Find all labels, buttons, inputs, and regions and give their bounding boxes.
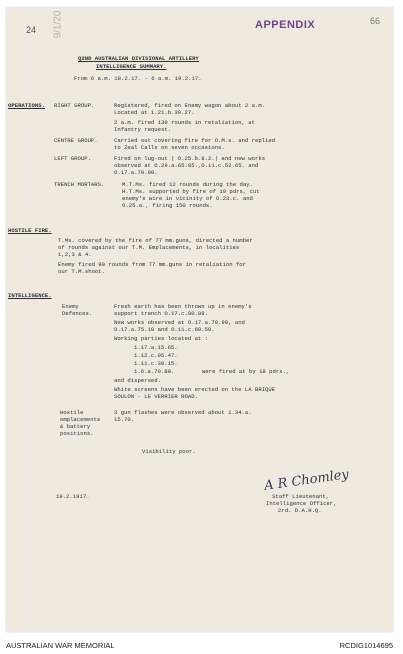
intelligence-heading: INTELLIGENCE. (8, 292, 52, 299)
centre-group-line: Carried out covering fire for O.M.s. and replied (114, 137, 276, 144)
hostile-label: Hostile (60, 409, 84, 416)
hostile-label: positions. (60, 430, 94, 437)
left-group-line: observed at O.29.a.65.85.,O.11.c.52.65. and (114, 162, 259, 169)
signatory-role: Intelligence Officer, (266, 500, 337, 507)
intelligence-after-line: White screens have been erected on the LA BRIQUE (114, 386, 276, 393)
trench-mortars-line: enemy's wire in vicinity of O.23.c. and (122, 195, 253, 202)
trench-mortars-line: M.T.Ms. fired 12 rounds during the day. (122, 181, 253, 188)
document-page (6, 7, 393, 632)
enemy-line: Working parties located at : (114, 335, 208, 342)
handwritten-signature: A R Chomley (263, 467, 350, 494)
report-date: 19.2.1917. (56, 493, 90, 500)
left-group-line: Fired on lug-out ( O.25.b.8.2.) and new works (114, 155, 266, 162)
footer-reference: RCDIG1014695 (339, 641, 393, 650)
working-party-location: 1.11.c.30.15. (134, 360, 178, 367)
enemy-line: New works observed at O.17.a.70.99, and (114, 319, 245, 326)
right-group-label: RIGHT GROUP. (54, 102, 95, 109)
hostile-label: & battery (60, 423, 91, 430)
enemy-line: Fresh earth has been thrown up in enemy's (114, 303, 252, 310)
right-group-line: Registered, fired on Enemy wagon about 2 a.m. (114, 102, 266, 109)
intelligence-after-line: and dispersed. (114, 377, 161, 384)
working-party-location: 1.12.c.05.47. (134, 352, 178, 359)
page-number: 66 (370, 16, 381, 26)
trench-mortars-line: O.25.a., firing 150 rounds. (122, 202, 213, 209)
hostile-line: 3 gun flashes were observed about 1.34.a. (114, 409, 252, 416)
signatory-unit: 2rd. D.A.H.Q. (278, 507, 322, 514)
right-group-line: Located at 1.21.b.30.27. (114, 109, 195, 116)
centre-group-line: to Zeal Calls on seven occasions. (114, 144, 225, 151)
enemy-label: Enemy (62, 303, 79, 310)
appendix-stamp: APPENDIX (255, 19, 316, 31)
enemy-line: O.17.a.75.10 and O.11.c.60.50. (114, 326, 215, 333)
centre-group-label: CENTRE GROUP. (54, 137, 98, 144)
hostile-fire-line: our T.M.shoot. (58, 268, 105, 275)
title-line-1: Q2ND AUSTRALIAN DIVISIONAL ARTILLERY (78, 55, 199, 62)
right-group-line: 2 a.m. fired 130 rounds in retaliation, at (114, 119, 255, 126)
corner-number: 24 (26, 25, 37, 35)
hostile-fire-line: Enemy fired 80 rounds from 77 mm.guns in retaliation for (58, 261, 246, 268)
margin-pencil-note: 9/1/20 (52, 10, 64, 39)
signatory-rank: Staff Lieutenant, (272, 493, 330, 500)
enemy-label: Defences. (62, 310, 93, 317)
footer-source: AUSTRALIAN WAR MEMORIAL (6, 641, 115, 650)
hostile-line: 15.70. (114, 416, 135, 423)
hostile-label: emplacements (60, 416, 101, 423)
right-group-line: Infantry request. (114, 126, 172, 133)
hostile-fire-line: T.Ms. covered by the fire of 77 mm.guns, directed a number (58, 237, 253, 244)
hostile-fire-line: of rounds against our T.M. Emplacements, in localities (58, 244, 240, 251)
enemy-line: support trench O.17.c.80.88. (114, 310, 208, 317)
hostile-fire-heading: HOSTILE FIRE. (8, 227, 52, 234)
trench-mortars-line: H.T.Ms. supported by fire of 19 pdrs, cut (122, 188, 260, 195)
working-party-location: 1.6.a.70.80. (134, 368, 175, 375)
left-group-line: O.17.a.70.90. (114, 169, 158, 176)
trench-mortars-label: TRENCH MORTARS. (54, 181, 105, 188)
fired-note: were fired at by 18 pdrs., (202, 368, 290, 375)
intelligence-after-line: SOULON - LE VERRIER ROAD. (114, 393, 198, 400)
period: From 6 a.m. 18.2.17. - 6 a.m. 19.2.17. (74, 75, 202, 82)
hostile-fire-line: 1,2,3 & 4. (58, 251, 92, 258)
left-group-label: LEFT GROUP. (54, 155, 91, 162)
operations-heading: OPERATIONS. (8, 102, 45, 109)
working-party-location: 1.17.a.15.65. (134, 344, 178, 351)
title-line-2: INTELLIGENCE SUMMARY. (96, 63, 167, 70)
visibility: Visibility poor. (142, 448, 196, 455)
